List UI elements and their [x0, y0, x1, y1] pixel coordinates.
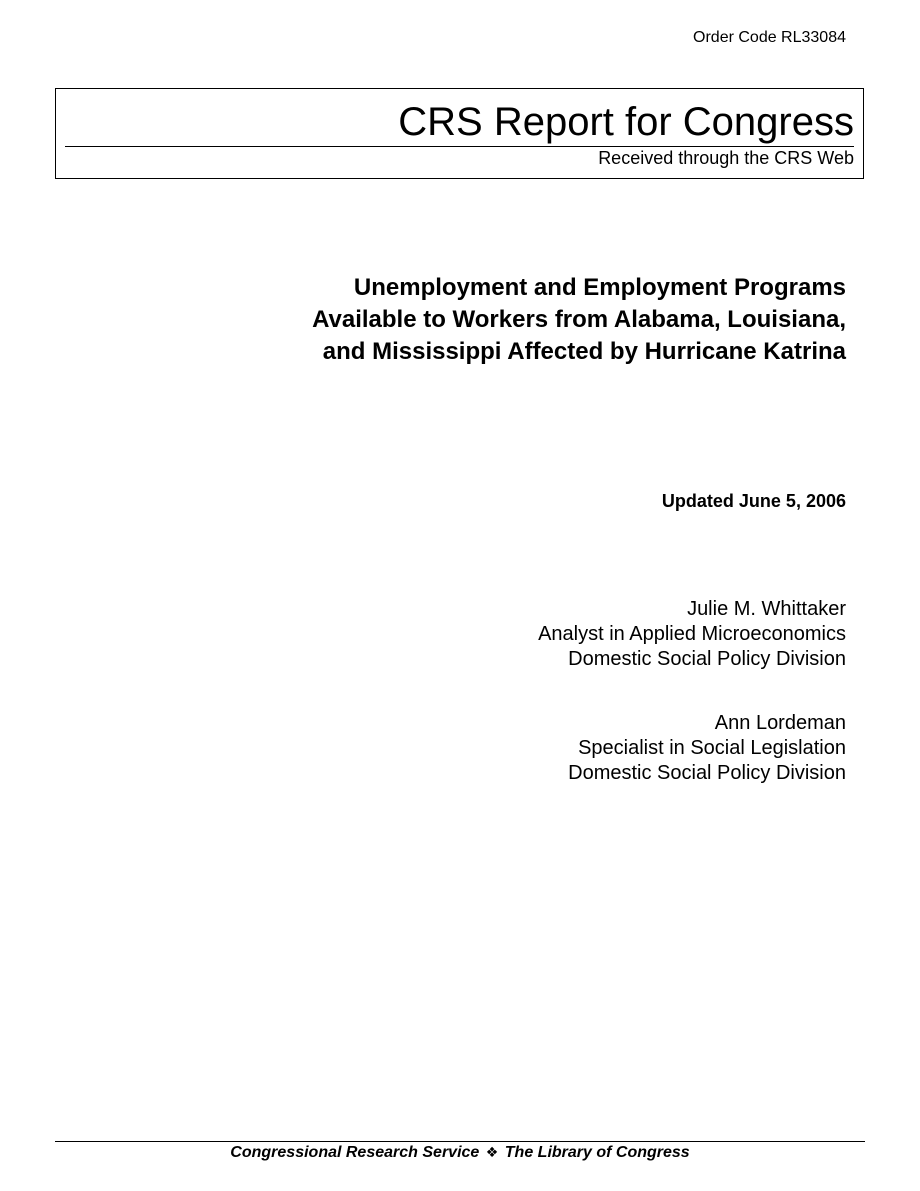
document-title-line: Available to Workers from Alabama, Louisiana, — [312, 306, 846, 333]
author-position: Analyst in Applied Microeconomics — [538, 623, 846, 645]
report-header-title: CRS Report for Congress — [398, 100, 854, 144]
document-title — [312, 272, 846, 368]
footer-divider — [55, 1141, 865, 1142]
document-title-line: and Mississippi Affected by Hurricane Katrina — [322, 338, 846, 365]
author-division: Domestic Social Policy Division — [568, 648, 846, 670]
author-position: Specialist in Social Legislation — [578, 737, 846, 759]
author-name: Julie M. Whittaker — [687, 598, 846, 620]
footer-left: Congressional Research Service — [230, 1144, 480, 1161]
report-header-box — [55, 88, 864, 179]
diamond-separator-icon: ❖ — [485, 1145, 499, 1161]
report-header-subtitle: Received through the CRS Web — [598, 148, 854, 168]
updated-date: Updated June 5, 2006 — [661, 491, 846, 511]
document-title-line: Unemployment and Employment Programs — [353, 274, 846, 301]
footer — [55, 1143, 865, 1163]
footer-right: The Library of Congress — [504, 1144, 690, 1161]
order-code: Order Code RL33084 — [693, 29, 846, 46]
author-block — [538, 597, 846, 672]
author-name: Ann Lordeman — [714, 712, 846, 734]
author-division: Domestic Social Policy Division — [568, 762, 846, 784]
author-block — [568, 711, 846, 786]
